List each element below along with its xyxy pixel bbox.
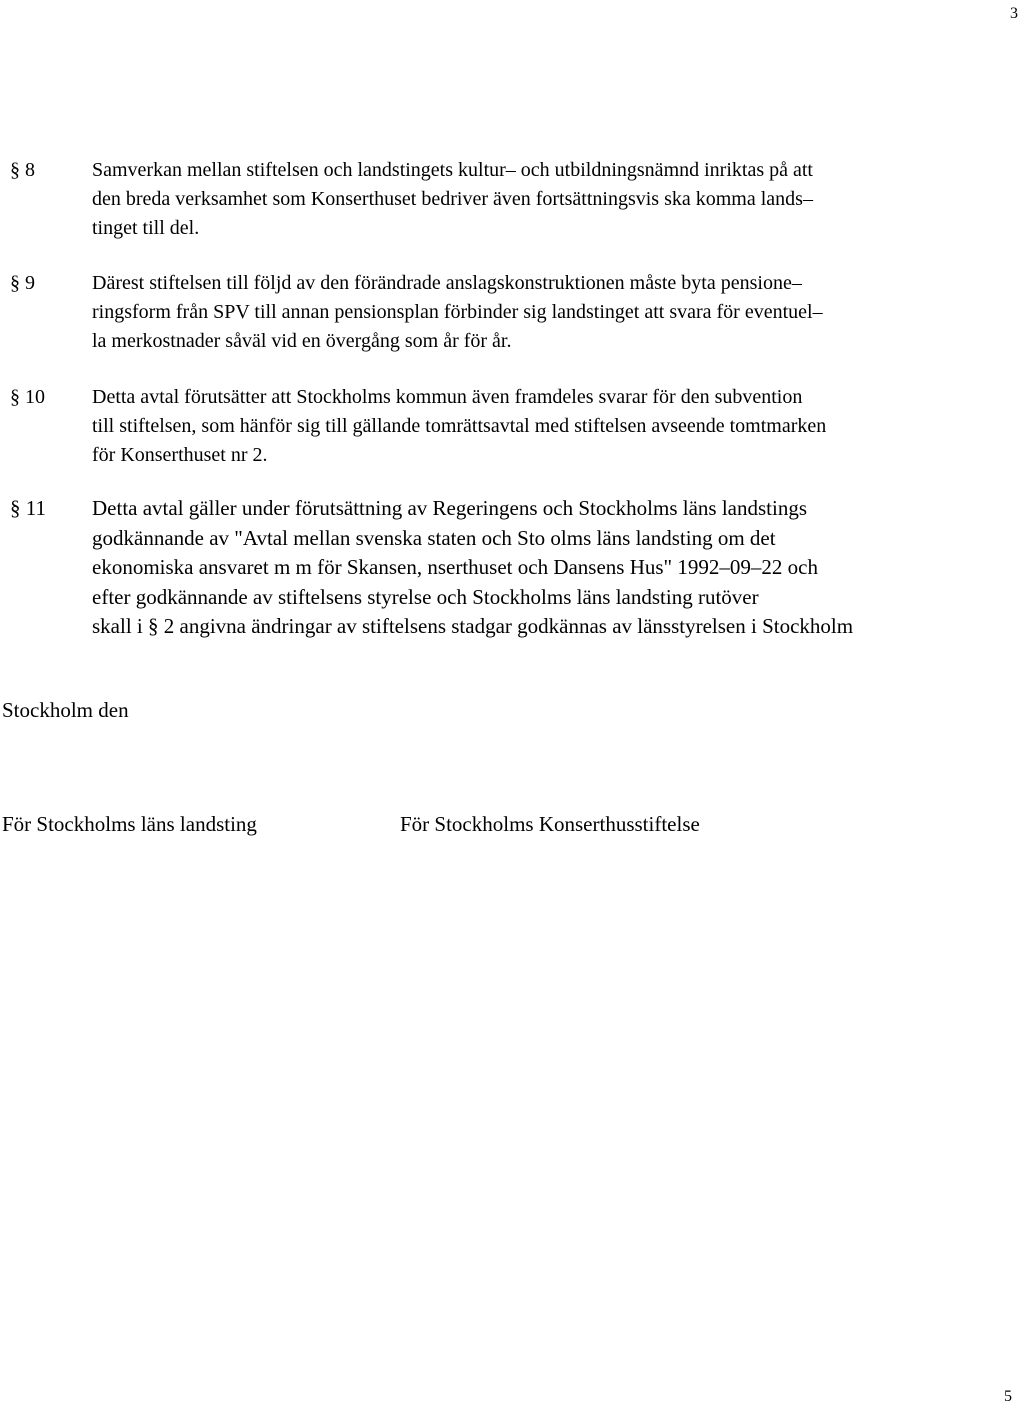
- paragraph-text: Samverkan mellan stiftelsen och landstingets kultur– och utbildningsnämnd inriktas på att den breda verksamhet som Konserthuset bedriver även fortsättningsvis ska komma lands– tinget till del.: [92, 159, 813, 239]
- paragraph-label: § 8: [10, 159, 35, 181]
- signature-label-concert-hall-foundation: För Stockholms Konserthusstiftelse: [400, 812, 700, 836]
- paragraph-text: Detta avtal gäller under förutsättning av Regeringens och Stockholms läns landstings godkännande av "Avtal mellan svenska staten och Sto olms läns landsting om det ekonomiska ansvaret m m för Skansen, nserthuset och Dansens Hus" 1992–09–22 och efter godkännande av stiftelsens styrelse och Stockholms läns landsting rutöver skall i § 2 angivna ändringar av stiftelsens stadgar godkännas av länsstyrelsen i Stockholm: [92, 496, 854, 638]
- paragraph-text: Detta avtal förutsätter att Stockholms kommun även framdeles svarar för den subvention till stiftelsen, som hänför sig till gällande tomrättsavtal med stiftelsen avseende tomtmarken för Konserthuset nr 2.: [92, 386, 827, 466]
- paragraph-text: Därest stiftelsen till följd av den förändrade anslagskonstruktionen måste byta pensione– ringsform från SPV till annan pensionsplan förbinder sig landstinget att svara för eventuel– la merkostnader såväl vid en övergång som år för år.: [92, 272, 823, 352]
- paragraph-label: § 9: [10, 272, 35, 294]
- paragraph-label: § 11: [10, 496, 46, 520]
- paragraph-9: [6, 269, 1018, 356]
- paragraph-11: [6, 494, 1018, 642]
- paragraph-8: [6, 156, 1018, 243]
- page-number-bottom: 5: [1004, 1388, 1012, 1405]
- place-date-line: Stockholm den: [2, 698, 129, 722]
- paragraph-10: [6, 383, 1018, 470]
- signature-label-county-council: För Stockholms läns landsting: [2, 812, 257, 836]
- paragraph-label: § 10: [10, 386, 45, 408]
- page-number-top: 3: [1010, 5, 1018, 22]
